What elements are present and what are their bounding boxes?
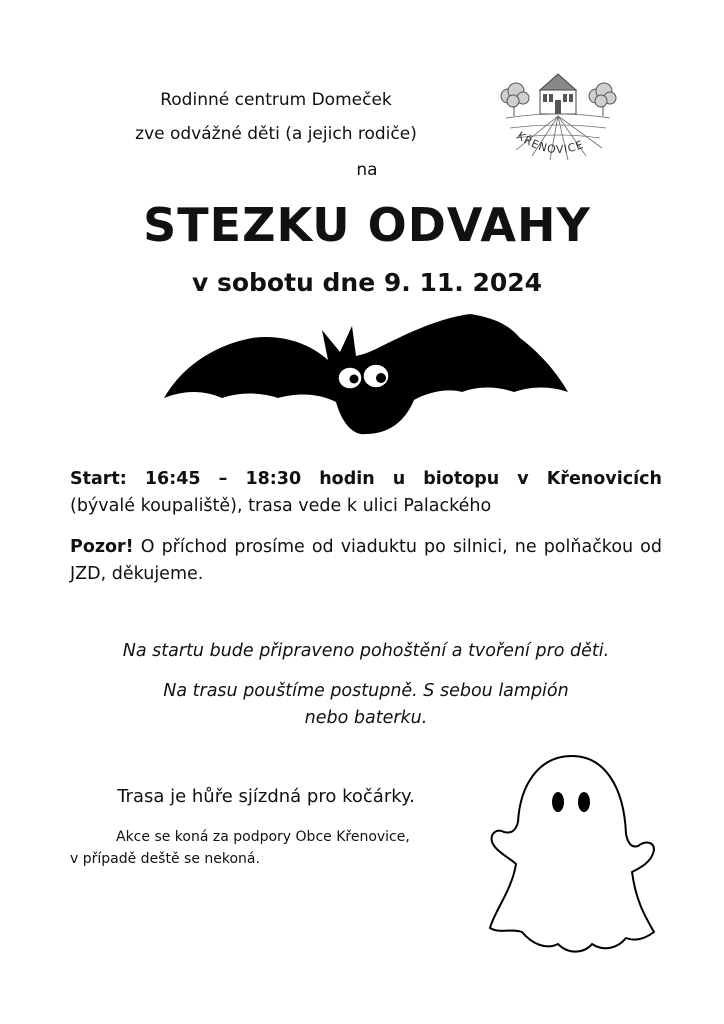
start-word: – xyxy=(218,469,228,489)
start-word: u xyxy=(392,469,406,489)
intro-line-organizer: Rodinné centrum Domeček xyxy=(160,90,392,110)
ghost-eye-left xyxy=(552,792,564,812)
bat-icon xyxy=(160,312,572,460)
support-line-rain: v případě deště se nekoná. xyxy=(70,851,260,867)
bat-eye-left xyxy=(338,367,362,389)
refreshments-info: Na startu bude připraveno pohoštění a tvoření pro děti. xyxy=(122,641,610,661)
start-word: 16:45 xyxy=(144,469,201,489)
ghost-eye-right xyxy=(578,792,590,812)
start-word: biotopu xyxy=(423,469,500,489)
start-word: 18:30 xyxy=(245,469,302,489)
route-info: Na trasu pouštíme postupně. S sebou lampión nebo baterku. xyxy=(163,681,569,728)
logo-text: KŘENOVICE xyxy=(514,129,586,157)
notice-label: Pozor! xyxy=(70,537,134,557)
notice-paragraph xyxy=(70,534,662,588)
start-word: hodin xyxy=(319,469,375,489)
stroller-warning: Trasa je hůře sjízdná pro kočárky. xyxy=(117,786,415,807)
support-line-sponsor: Akce se koná za podpory Obce Křenovice, xyxy=(116,829,410,845)
krenovice-logo-icon xyxy=(496,70,620,162)
event-date: v sobotu dne 9. 11. 2024 xyxy=(191,268,543,297)
start-time-line xyxy=(70,466,662,493)
event-title: STEZKU ODVAHY xyxy=(143,198,591,252)
svg-text:KŘENOVICE xyxy=(515,129,586,156)
start-location-line: (bývalé koupaliště), trasa vede k ulici Palackého xyxy=(70,496,492,516)
intro-line-na: na xyxy=(356,160,378,180)
start-info xyxy=(70,466,662,520)
tree-left-icon xyxy=(501,83,529,116)
ghost-icon xyxy=(486,752,660,962)
start-word: Křenovicích xyxy=(546,469,662,489)
bat-eye-right xyxy=(363,364,389,388)
support-note xyxy=(70,826,470,870)
building-icon xyxy=(540,74,576,114)
intro-line-invitation: zve odvážné děti (a jejich rodiče) xyxy=(135,124,417,144)
notice-text: O příchod prosíme od viaduktu po silnici, ne polňačkou od JZD, děkujeme. xyxy=(70,537,662,584)
tree-right-icon xyxy=(589,83,616,116)
start-word: Start: xyxy=(70,469,127,489)
start-word: v xyxy=(517,469,529,489)
